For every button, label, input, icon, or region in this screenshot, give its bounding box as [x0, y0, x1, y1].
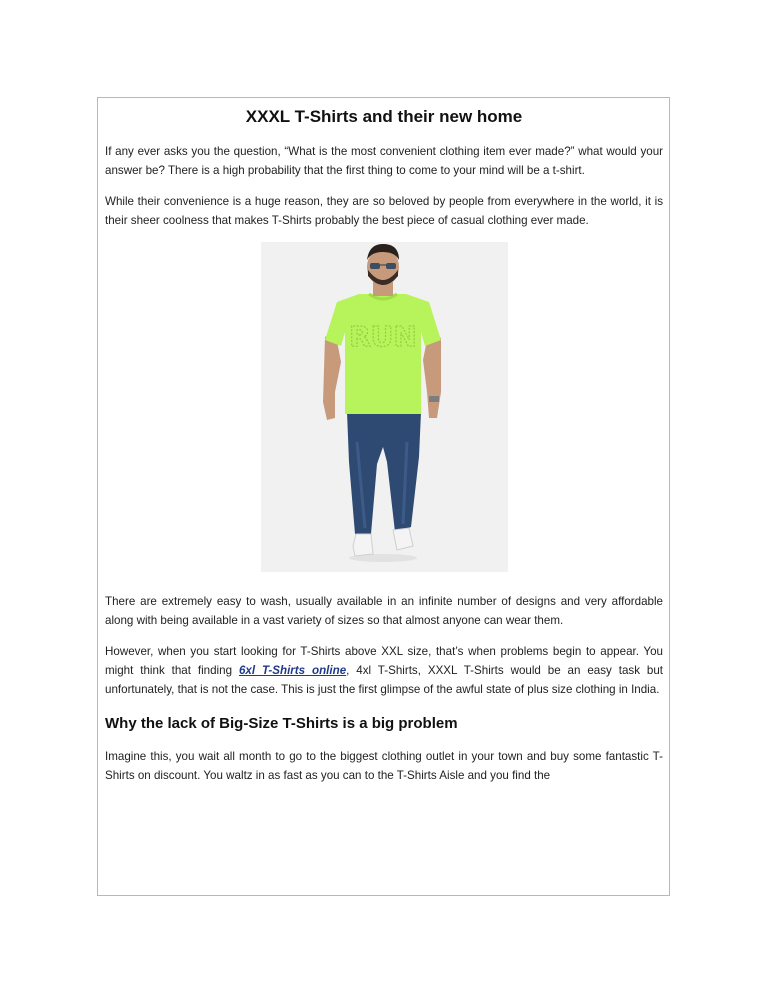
paragraph-4 [105, 642, 663, 699]
paragraph-1: If any ever asks you the question, “What is the most convenient clothing item ever made?” what would your answer be? There is a high probability that the first thing to come to your mind will be a t-shirt. [105, 145, 663, 177]
paragraph-4-text-before: However, when you start looking for T-Shirts above XXL size, that’s when problems begin to appear. You might think that finding [105, 645, 663, 677]
paragraph-5: Imagine this, you wait all month to go to the biggest clothing outlet in your town and buy some fantastic T-Shirts on discount. You waltz in as fast as you can to the T-Shirts Aisle and you find the [105, 750, 663, 782]
section-heading: Why the lack of Big-Size T-Shirts is a big problem [105, 715, 458, 732]
shirt-print: RUN [348, 320, 417, 353]
paragraph-4-text-after: , 4xl T-Shirts, XXXL T-Shirts would be an easy task but unfortunately, that is not the case. This is just the first glimpse of the awful state of plus size clothing in India. [105, 664, 664, 696]
paragraph-3: There are extremely easy to wash, usually available in an infinite number of designs and very affordable along with being available in a vast variety of sizes so that almost anyone can wear them. [105, 595, 663, 627]
model-photo [261, 242, 508, 572]
document-body [105, 104, 663, 785]
document-title: XXXL T-Shirts and their new home [245, 107, 523, 126]
paragraph-2: While their convenience is a huge reason, they are so beloved by people from everywhere in the world, it is their sheer coolness that makes T-Shirts probably the best piece of casual clothing ever made. [105, 195, 663, 227]
tshirts-online-link[interactable]: 6xl T-Shirts online [238, 664, 347, 677]
